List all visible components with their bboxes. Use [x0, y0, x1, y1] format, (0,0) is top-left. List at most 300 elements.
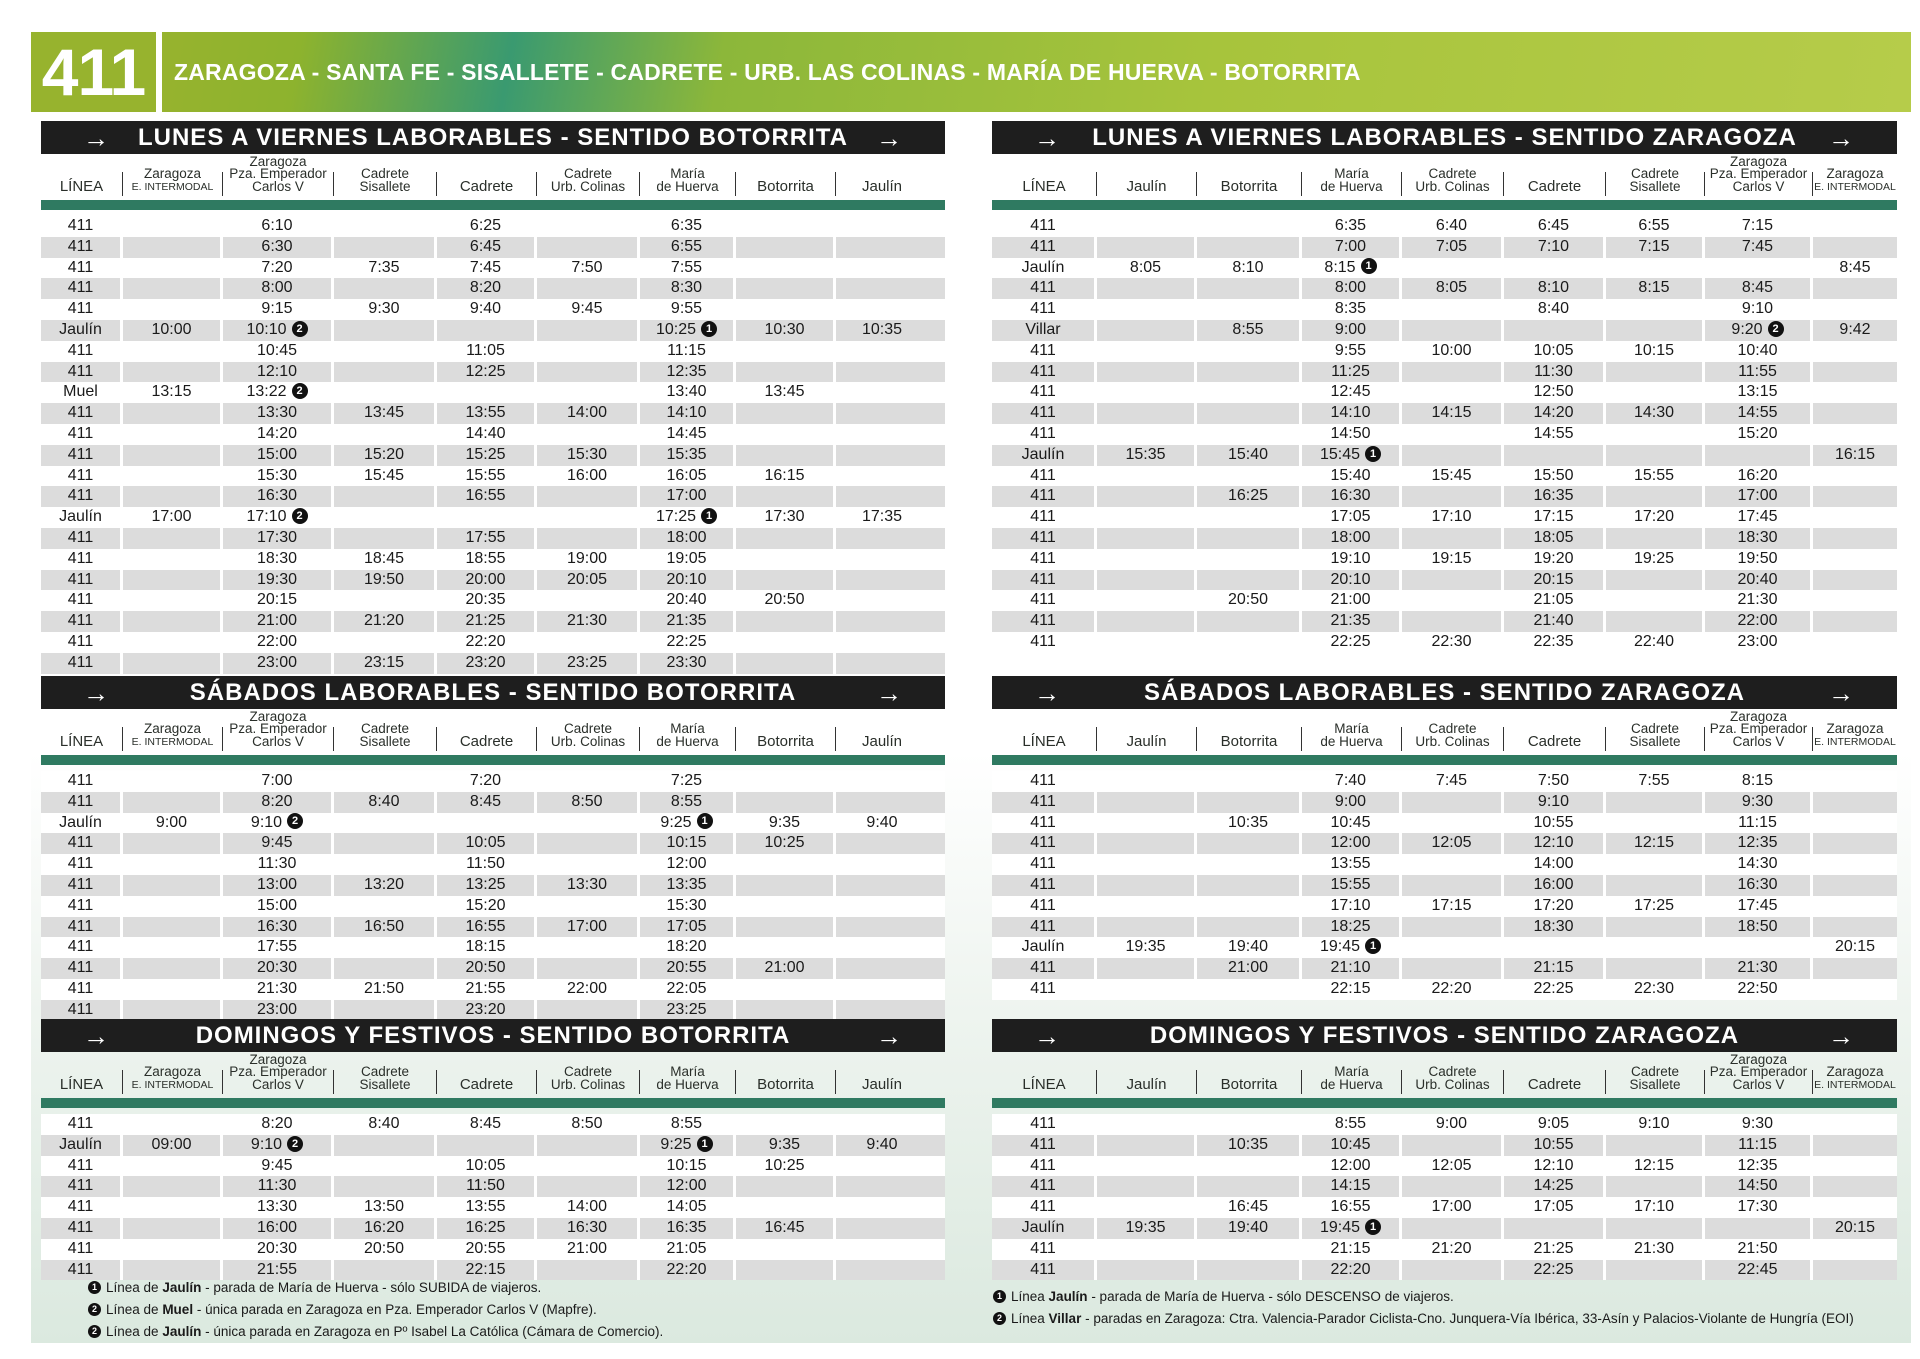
route-title: ZARAGOZA - SANTA FE - SISALLETE - CADRETE - URB. LAS COLINAS - MARÍA DE HUERVA - BOTORRITA: [162, 32, 1911, 112]
time-cell: [1302, 528, 1402, 549]
cell-text: 17:05: [1533, 1198, 1574, 1216]
cell-text: 7:35: [368, 258, 400, 276]
time-cell: [437, 590, 537, 611]
table-row: [992, 507, 1897, 528]
time-cell: [1606, 1135, 1705, 1156]
cell-text: 411: [1030, 591, 1056, 609]
cell-text: 9:00: [1435, 1115, 1468, 1132]
cell-text: 19:40: [1227, 1218, 1269, 1236]
cell-text: 16:00: [566, 466, 608, 484]
cell-text: 18:50: [1737, 917, 1778, 935]
cell-text: 22:40: [1633, 632, 1675, 650]
time-cell: [1606, 320, 1705, 341]
time-cell: [437, 237, 537, 258]
cell-text: 20:50: [363, 1239, 405, 1257]
line-cell: [41, 570, 123, 591]
table-header: [41, 1052, 945, 1096]
cell-text: 13:22: [246, 383, 287, 401]
time-cell: [736, 237, 836, 258]
time-cell: [736, 1156, 836, 1177]
cell-text: 13:55: [1330, 855, 1371, 873]
time-cell: [537, 1176, 640, 1197]
time-cell: [1302, 833, 1402, 854]
time-cell: [334, 611, 437, 632]
cell-text: 21:40: [1533, 612, 1574, 630]
line-cell: [992, 771, 1097, 792]
table-row: [992, 833, 1897, 854]
column-header-label: [1302, 1066, 1401, 1091]
section-title-bar: [992, 121, 1897, 154]
cell-text: 411: [1030, 237, 1056, 255]
cell-text: 21:30: [256, 979, 298, 997]
cell-text: 10:05: [465, 1156, 506, 1174]
time-cell: [640, 549, 736, 570]
time-cell: [1197, 1197, 1302, 1218]
time-cell: [640, 237, 736, 258]
time-cell: [123, 570, 223, 591]
time-cell: [1504, 917, 1606, 938]
time-cell: [1705, 299, 1813, 320]
time-cell: [1705, 466, 1813, 487]
cell-text: 411: [67, 549, 94, 567]
table-row: [41, 1135, 945, 1156]
column-header: [437, 172, 537, 196]
time-cell: [437, 875, 537, 896]
footnote-marker: 1: [697, 813, 713, 829]
cell-text: 20:40: [666, 591, 707, 609]
table-row: [992, 424, 1897, 445]
time-cell: [1402, 424, 1504, 445]
time-cell: [640, 341, 736, 362]
time-cell: [1402, 216, 1504, 237]
cell-text: 19:50: [363, 570, 405, 588]
time-cell: [1197, 341, 1302, 362]
column-header-label: [41, 177, 122, 195]
section-title: LUNES A VIERNES LABORABLES - SENTIDO ZARAGOZA: [1092, 123, 1797, 151]
cell-text: 411: [1030, 1156, 1056, 1174]
cell-text: 15:35: [1125, 445, 1166, 463]
line-cell: [41, 632, 123, 653]
time-cell: [836, 1135, 928, 1156]
line-cell: [992, 1156, 1097, 1177]
cell-text: 14:20: [256, 424, 298, 442]
time-cell: [223, 528, 334, 549]
table-row: [41, 528, 945, 549]
line-cell: [41, 549, 123, 570]
column-header-line: LÍNEA: [59, 732, 104, 750]
time-cell: [334, 813, 437, 834]
panel-sunday-botorrita: [41, 1019, 945, 1280]
header-divider: [41, 755, 945, 765]
line-cell: [41, 958, 123, 979]
cell-text: 8:50: [571, 792, 603, 810]
time-cell: [1097, 1239, 1197, 1260]
time-cell: [437, 813, 537, 834]
time-cell: [1197, 486, 1302, 507]
cell-text: 9:30: [1741, 1115, 1774, 1132]
footnote-text: - parada de María de Huerva - sólo SUBIDA de viajeros.: [201, 1280, 542, 1295]
time-cell: [223, 216, 334, 237]
cell-text: 16:30: [1330, 487, 1371, 505]
column-header: [223, 153, 334, 196]
time-cell: [537, 362, 640, 383]
cell-text: 18:45: [363, 549, 405, 567]
footnote-line: [993, 1308, 1854, 1330]
table-row: [41, 341, 945, 362]
cell-text: 8:45: [469, 1115, 502, 1132]
table-row: [992, 486, 1897, 507]
column-header: [1097, 1070, 1197, 1094]
time-cell: [437, 958, 537, 979]
time-cell: [1402, 403, 1504, 424]
cell-text: 411: [1030, 1260, 1056, 1278]
time-cell: [334, 896, 437, 917]
line-cell: [41, 258, 123, 279]
column-header-line: Zaragoza: [1729, 153, 1788, 169]
time-cell: [1504, 632, 1606, 653]
cell-text: 7:20: [469, 772, 502, 789]
table-row: [992, 854, 1897, 875]
time-cell: [836, 507, 928, 528]
cell-text: 12:15: [1633, 1156, 1675, 1174]
cell-text: 6:10: [261, 217, 293, 234]
time-cell: [437, 1218, 537, 1239]
time-cell: [1097, 362, 1197, 383]
time-cell: [537, 833, 640, 854]
column-header: [1302, 1064, 1402, 1094]
footnote-line: [88, 1321, 663, 1343]
cell-text: 16:30: [1737, 875, 1778, 893]
column-header-label: [1813, 168, 1897, 193]
time-cell: [223, 1000, 334, 1021]
footnote-marker: 2: [292, 508, 308, 524]
table-header: [992, 154, 1897, 198]
line-cell: [992, 237, 1097, 258]
time-cell: [1813, 590, 1897, 611]
column-header-line: Cadrete: [1630, 166, 1680, 181]
column-header-label: [1813, 1066, 1897, 1091]
cell-text: 11:30: [257, 1177, 297, 1195]
cell-text: 12:10: [1533, 834, 1574, 852]
cell-text: 9:45: [571, 300, 603, 318]
table-row: [992, 445, 1897, 466]
column-header-line: de Huerva: [1320, 733, 1383, 749]
time-cell: [1504, 382, 1606, 403]
cell-text: 411: [1030, 362, 1056, 380]
time-cell: [334, 570, 437, 591]
time-cell: [437, 382, 537, 403]
column-header-line: Zaragoza: [1826, 721, 1884, 736]
time-cell: [1705, 1260, 1813, 1281]
cell-text: 8:55: [1334, 1115, 1367, 1132]
cell-text: 6:55: [1638, 217, 1670, 234]
table-row: [992, 813, 1897, 834]
cell-text: 22:25: [1533, 979, 1574, 997]
time-cell: [1402, 466, 1504, 487]
time-cell: [1302, 299, 1402, 320]
time-cell: [1504, 258, 1606, 279]
cell-text: 8:50: [571, 1115, 603, 1132]
time-cell: [1813, 979, 1897, 1000]
footnote-text: Línea de: [106, 1324, 163, 1339]
time-cell: [1504, 1135, 1606, 1156]
time-cell: [1197, 979, 1302, 1000]
time-cell: [223, 278, 334, 299]
time-cell: [1813, 792, 1897, 813]
time-cell: [1197, 237, 1302, 258]
time-cell: [736, 653, 836, 674]
time-cell: [123, 466, 223, 487]
time-cell: [736, 1176, 836, 1197]
cell-text: 12:35: [666, 362, 707, 380]
time-cell: [836, 237, 928, 258]
cell-text: 411: [67, 917, 94, 935]
time-cell: [537, 528, 640, 549]
cell-text: 411: [67, 487, 94, 505]
cell-text: 23:30: [666, 653, 707, 671]
column-header-label: [640, 1066, 735, 1091]
time-cell: [1813, 1218, 1897, 1239]
time-cell: [537, 445, 640, 466]
time-cell: [1197, 549, 1302, 570]
cell-text: 9:15: [261, 300, 293, 318]
cell-text: 9:40: [866, 813, 898, 831]
time-cell: [537, 1114, 640, 1135]
time-cell: [640, 486, 736, 507]
time-cell: [1402, 590, 1504, 611]
column-header-label: [836, 1075, 928, 1093]
column-header-label: [41, 1075, 122, 1093]
time-cell: [1606, 590, 1705, 611]
time-cell: [1813, 382, 1897, 403]
time-cell: [123, 1218, 223, 1239]
cell-text: 411: [1030, 487, 1056, 505]
cell-text: 14:30: [1737, 855, 1778, 873]
time-cell: [1197, 1114, 1302, 1135]
time-cell: [1097, 570, 1197, 591]
time-cell: [334, 237, 437, 258]
cell-text: 23:00: [256, 1000, 298, 1018]
time-cell: [1197, 382, 1302, 403]
time-cell: [123, 278, 223, 299]
time-cell: [223, 875, 334, 896]
cell-text: 13:30: [566, 875, 608, 893]
cell-text: 14:20: [1533, 404, 1574, 422]
time-cell: [836, 958, 928, 979]
time-cell: [836, 528, 928, 549]
cell-text: 21:50: [1737, 1239, 1778, 1257]
column-header: [1197, 1070, 1302, 1094]
column-header: [992, 172, 1097, 196]
time-cell: [334, 278, 437, 299]
time-cell: [1302, 632, 1402, 653]
time-cell: [223, 611, 334, 632]
time-cell: [1504, 958, 1606, 979]
time-cell: [1197, 590, 1302, 611]
time-cell: [1705, 813, 1813, 834]
cell-text: 411: [1030, 855, 1056, 873]
time-cell: [1504, 1218, 1606, 1239]
column-header-line: LÍNEA: [59, 1075, 104, 1093]
cell-text: 22:35: [1533, 632, 1574, 650]
cell-text: 17:00: [1431, 1198, 1472, 1216]
table-row: [992, 466, 1897, 487]
time-cell: [123, 854, 223, 875]
column-header-line: Cadrete: [459, 177, 514, 195]
cell-text: 411: [1030, 549, 1056, 567]
time-cell: [1606, 1156, 1705, 1177]
time-cell: [836, 216, 928, 237]
cell-text: 11:30: [1534, 362, 1573, 380]
table-row: [992, 875, 1897, 896]
footnote-marker: 2: [287, 813, 303, 829]
cell-text: 411: [67, 1115, 94, 1132]
time-cell: [640, 833, 736, 854]
time-cell: [223, 1176, 334, 1197]
column-header: [123, 1064, 223, 1094]
time-cell: [640, 813, 736, 834]
time-cell: [1197, 854, 1302, 875]
cell-text: 19:20: [1533, 549, 1574, 567]
line-cell: [992, 466, 1097, 487]
cell-text: 10:00: [151, 320, 192, 338]
time-cell: [334, 1156, 437, 1177]
time-cell: [437, 1135, 537, 1156]
cell-text: 8:00: [261, 279, 293, 297]
time-cell: [1504, 611, 1606, 632]
time-cell: [640, 653, 736, 674]
arrow-right-icon: →: [1828, 1020, 1855, 1051]
line-cell: [992, 590, 1097, 611]
table-row: [41, 875, 945, 896]
cell-text: 17:45: [1737, 508, 1778, 526]
time-cell: [1197, 424, 1302, 445]
time-cell: [1504, 299, 1606, 320]
cell-text: 20:15: [1533, 570, 1574, 588]
cell-text: 10:05: [465, 834, 506, 852]
column-header-line: Sisallete: [359, 1076, 411, 1092]
cell-text: 8:30: [670, 279, 703, 297]
column-header-line: Cadrete: [360, 166, 410, 181]
time-cell: [123, 486, 223, 507]
time-cell: [1302, 237, 1402, 258]
column-header-label: [1402, 1066, 1503, 1091]
cell-text: 411: [1030, 979, 1056, 997]
column-header-label: [123, 168, 222, 193]
time-cell: [223, 792, 334, 813]
column-header-line: Zaragoza: [1826, 166, 1884, 181]
time-cell: [1402, 320, 1504, 341]
cell-text: 16:35: [666, 1218, 707, 1236]
line-cell: [992, 611, 1097, 632]
time-cell: [1097, 466, 1197, 487]
cell-text: 411: [67, 772, 94, 789]
cell-text: 23:20: [465, 653, 506, 671]
time-cell: [1504, 528, 1606, 549]
column-header-label: [736, 1075, 835, 1093]
time-cell: [1705, 445, 1813, 466]
time-cell: [1813, 854, 1897, 875]
time-cell: [1402, 875, 1504, 896]
time-cell: [640, 528, 736, 549]
column-header-line: María: [1334, 166, 1369, 181]
header: [31, 32, 1911, 112]
footnotes-right: [993, 1286, 1854, 1330]
cell-text: 21:00: [566, 1239, 608, 1257]
column-header: [1504, 1070, 1606, 1094]
column-header-line: Pza. Emperador: [1709, 1064, 1808, 1079]
cell-text: Jaulín: [1021, 938, 1065, 956]
column-header-line: Jaulín: [1126, 732, 1167, 750]
time-cell: [1302, 216, 1402, 237]
column-header-line: María: [1334, 1064, 1369, 1079]
time-cell: [1705, 341, 1813, 362]
time-cell: [1504, 896, 1606, 917]
cell-text: 411: [1030, 300, 1056, 318]
time-cell: [123, 445, 223, 466]
time-cell: [334, 445, 437, 466]
cell-text: 10:25: [764, 834, 805, 852]
table-row: [992, 896, 1897, 917]
time-cell: [736, 1000, 836, 1021]
time-cell: [1197, 216, 1302, 237]
time-cell: [537, 507, 640, 528]
column-header-label: [1705, 1051, 1812, 1092]
line-cell: [992, 424, 1097, 445]
cell-text: 15:30: [566, 445, 608, 463]
time-cell: [1813, 466, 1897, 487]
column-header-line: Pza. Emperador: [229, 166, 327, 181]
column-header-label: [1097, 1075, 1196, 1093]
cell-text: 19:05: [666, 549, 707, 567]
time-cell: [334, 341, 437, 362]
cell-text: 7:25: [670, 772, 703, 789]
time-cell: [334, 424, 437, 445]
time-cell: [437, 1197, 537, 1218]
time-cell: [223, 507, 334, 528]
line-cell: [992, 1260, 1097, 1281]
line-cell: [992, 1176, 1097, 1197]
time-cell: [223, 299, 334, 320]
time-cell: [537, 632, 640, 653]
time-cell: [223, 958, 334, 979]
time-cell: [736, 937, 836, 958]
time-cell: [223, 590, 334, 611]
time-cell: [640, 958, 736, 979]
time-cell: [1097, 854, 1197, 875]
time-cell: [836, 833, 928, 854]
time-cell: [836, 466, 928, 487]
cell-text: 10:25: [764, 1156, 805, 1174]
line-cell: [41, 854, 123, 875]
time-cell: [1197, 771, 1302, 792]
footnote-marker: 2: [287, 1136, 303, 1152]
line-cell: [992, 958, 1097, 979]
cell-text: 12:10: [256, 362, 298, 380]
line-cell: [992, 216, 1097, 237]
cell-text: 22:25: [1533, 1260, 1574, 1278]
column-header: [1402, 166, 1504, 196]
footnote-text: - única parada en Zaragoza en Pº Isabel La Católica (Cámara de Comercio).: [201, 1324, 664, 1339]
time-cell: [223, 632, 334, 653]
section-title-bar: [41, 121, 945, 154]
time-cell: [1402, 445, 1504, 466]
column-header-line: Botorrita: [1220, 1075, 1278, 1093]
cell-text: 21:00: [764, 959, 805, 977]
time-cell: [1606, 813, 1705, 834]
cell-text: 8:45: [1839, 258, 1871, 276]
cell-text: 17:00: [666, 487, 707, 505]
